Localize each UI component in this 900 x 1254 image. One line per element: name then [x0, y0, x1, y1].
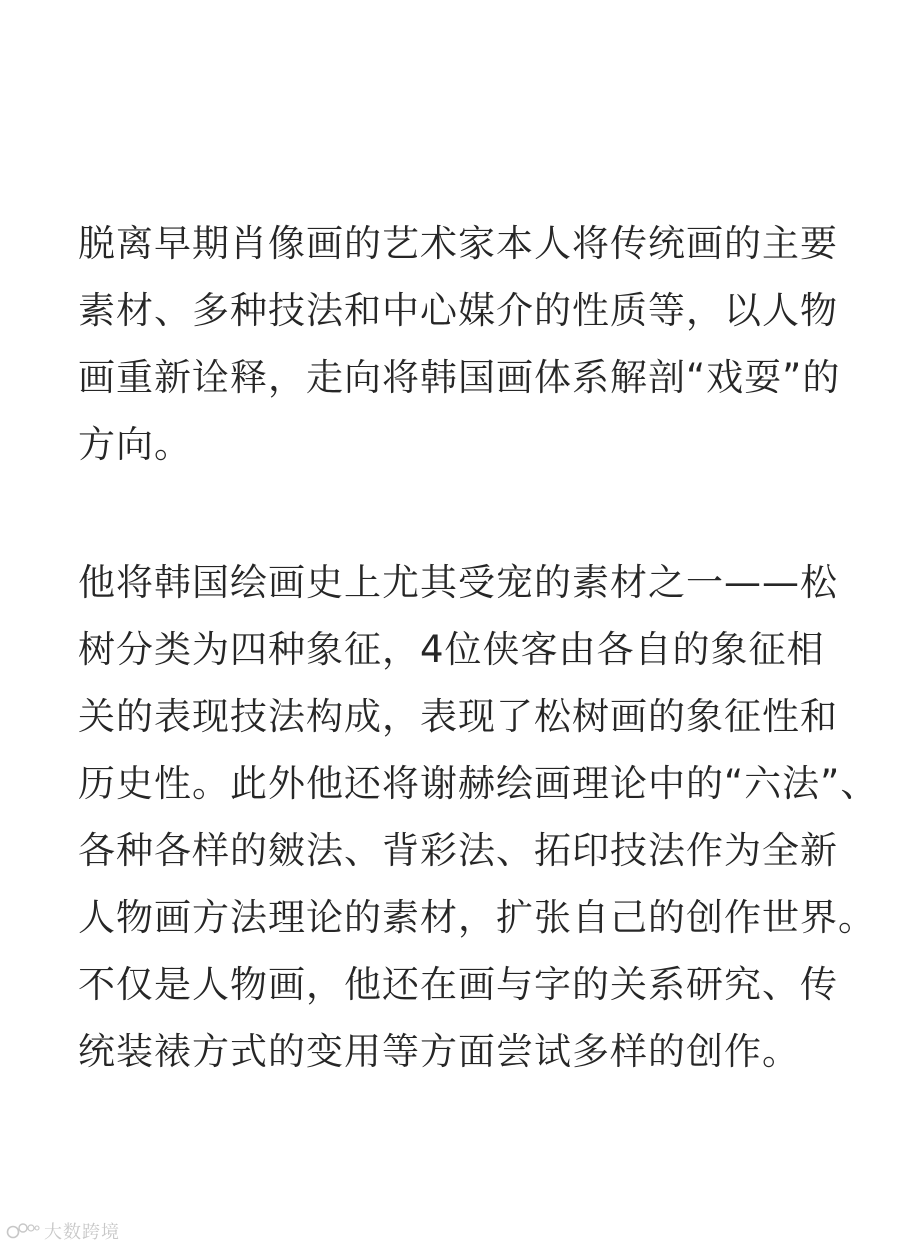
- watermark-text: 大数跨境: [44, 1222, 120, 1243]
- text-line: 画重新诠释，走向将韩国画体系解剖“戏耍”的: [78, 356, 841, 399]
- logo-icon: [6, 1221, 40, 1241]
- paragraph-1: [78, 210, 841, 478]
- text-line: 他将韩国绘画史上尤其受宠的素材之一——松: [78, 561, 838, 604]
- text-line: 统装裱方式的变用等方面尝试多样的创作。: [78, 1030, 800, 1073]
- text-line: 关的表现技法构成，表现了松树画的象征性和: [78, 695, 838, 738]
- article-body: [78, 210, 879, 1085]
- text-line: 方向。: [78, 423, 192, 466]
- text-line: 历史性。此外他还将谢赫绘画理论中的“六法”、: [78, 762, 879, 805]
- text-line: 树分类为四种象征，4位侠客由各自的象征相: [78, 628, 825, 671]
- text-line: 脱离早期肖像画的艺术家本人将传统画的主要: [78, 222, 838, 265]
- paragraph-2: [78, 549, 879, 1085]
- watermark: [6, 1218, 120, 1244]
- text-line: 各种各样的皴法、背彩法、拓印技法作为全新: [78, 829, 838, 872]
- text-line: 素材、多种技法和中心媒介的性质等，以人物: [78, 289, 838, 332]
- text-line: 不仅是人物画，他还在画与字的关系研究、传: [78, 963, 838, 1006]
- text-line: 人物画方法理论的素材，扩张自己的创作世界。: [78, 896, 876, 939]
